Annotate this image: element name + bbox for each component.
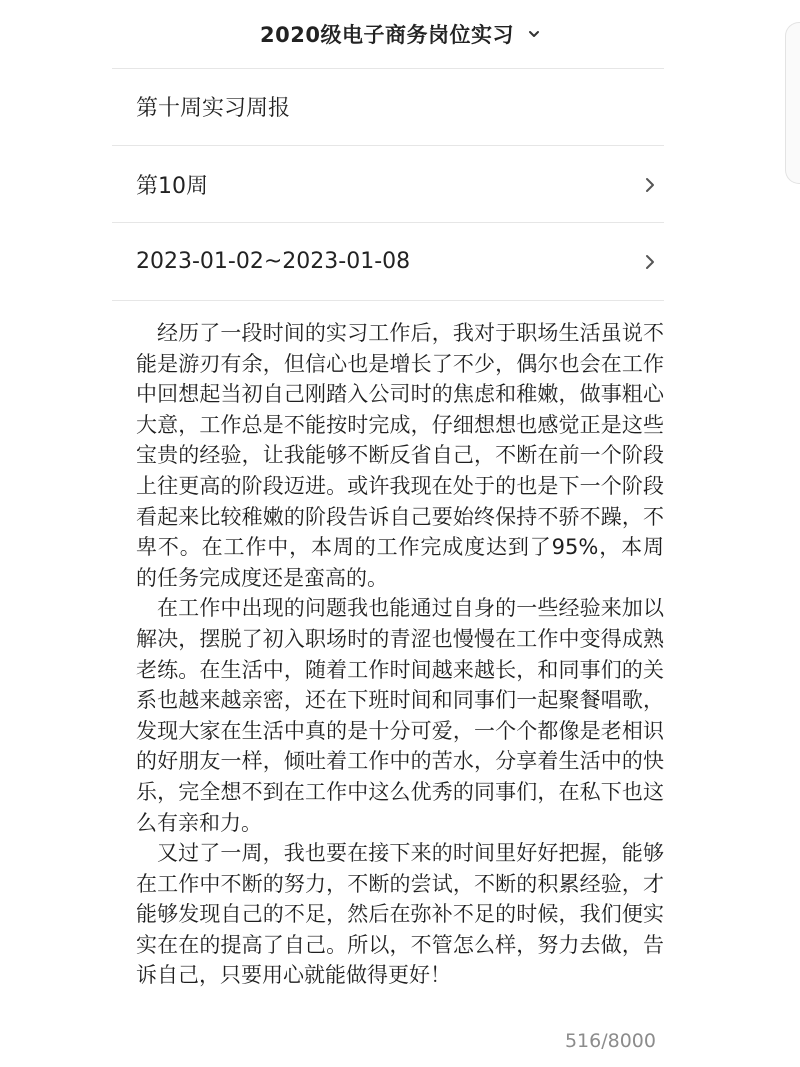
header	[0, 0, 800, 68]
side-panel-edge[interactable]	[785, 22, 800, 184]
report-content-textarea[interactable]	[136, 318, 664, 991]
chevron-right-icon	[644, 253, 656, 271]
week-selector[interactable]	[136, 146, 664, 223]
date-range-selector[interactable]	[136, 223, 664, 300]
report-title-value: 第十周实习周报	[136, 96, 291, 121]
paragraph: 又过了一周，我也要在接下来的时间里好好把握，能够在工作中不断的努力，不断的尝试，不断的积累经验，才能够发现自己的不足，然后在弥补不足的时候，我们便实实在在的提高了自己。所以，不管怎么样，努力去做，告诉自己，只要用心就能做得更好！	[136, 841, 664, 988]
paragraph: 经历了一段时间的实习工作后，我对于职场生活虽说不能是游刃有余，但信心也是增长了不少，偶尔也会在工作中回想起当初自己刚踏入公司时的焦虑和稚嫩，做事粗心大意，工作总是不能按时完成，仔细想想也感觉正是这些宝贵的经验，让我能够不断反省自己，不断在前一个阶段上往更高的阶段迈进。或许我现在处于的也是下一个阶段看起来比较稚嫩的阶段告诉自己要始终保持不骄不躁，不卑不。在工作中，本周的工作完成度达到了95%，本周的任务完成度还是蛮高的。	[136, 321, 664, 590]
week-value: 第10周	[136, 174, 208, 199]
report-title-field[interactable]	[136, 68, 664, 145]
paragraph: 在工作中出现的问题我也能通过自身的一些经验来加以解决，摆脱了初入职场时的青涩也慢慢在工作中变得成熟老练。在生活中，随着工作时间越来越长，和同事们的关系也越来越亲密，还在下班时间和同事们一起聚餐唱歌，发现大家在生活中真的是十分可爱，一个个都像是老相识的好朋友一样，倾吐着工作中的苦水，分享着生活中的快乐，完全想不到在工作中这么优秀的同事们，在私下也这么有亲和力。	[136, 596, 664, 835]
date-range-value: 2023-01-02~2023-01-08	[136, 249, 411, 274]
chevron-right-icon	[644, 176, 656, 194]
chevron-down-icon	[528, 28, 540, 40]
header-title: 2020级电子商务岗位实习	[260, 23, 514, 47]
divider	[112, 300, 664, 301]
char-counter: 516/8000	[564, 1030, 656, 1052]
course-selector[interactable]	[260, 19, 540, 49]
